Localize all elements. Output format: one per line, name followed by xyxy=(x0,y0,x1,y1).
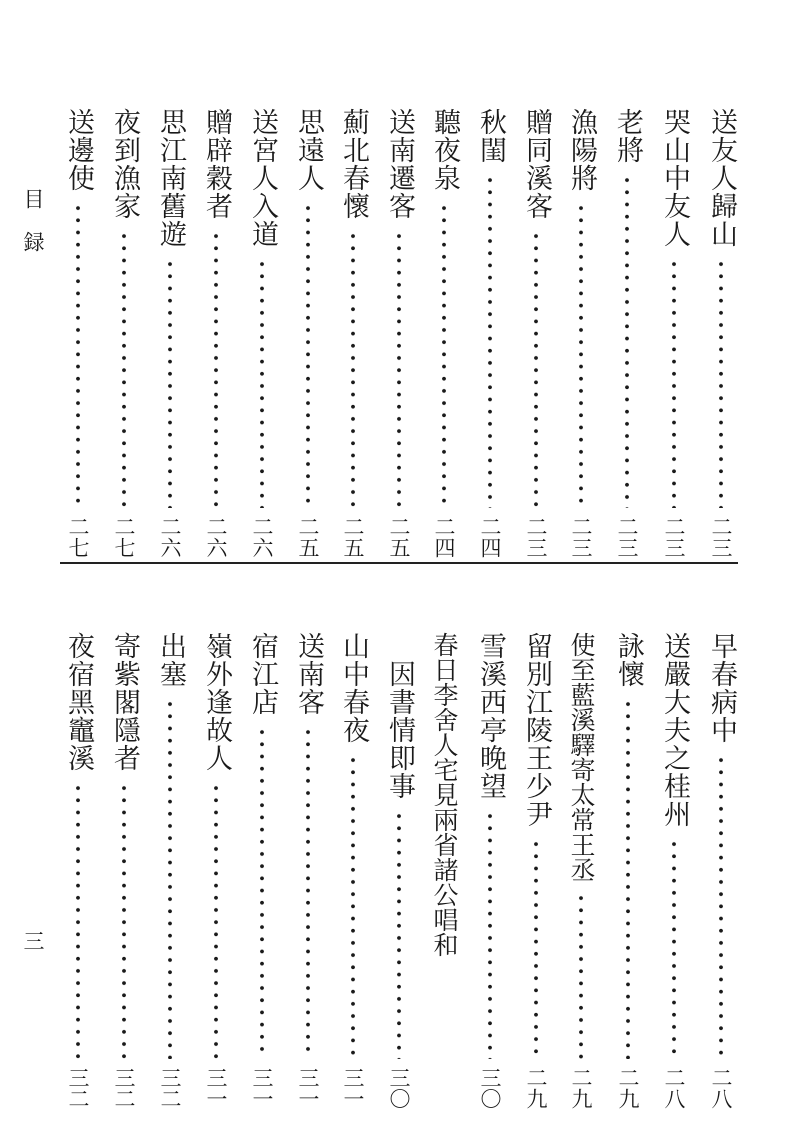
dot-leader xyxy=(718,754,724,1059)
toc-entry xyxy=(381,108,417,558)
dot-leader xyxy=(75,782,81,1059)
toc-entry-title: 山中春夜 xyxy=(338,632,369,744)
toc-entry-page: 三二 xyxy=(66,1067,90,1109)
dot-leader xyxy=(75,202,81,508)
toc-entry-title: 夜宿黑竈溪 xyxy=(63,632,94,772)
dot-leader xyxy=(533,838,539,1059)
toc-entry xyxy=(244,632,280,1109)
toc-entry xyxy=(518,632,554,1109)
toc-entry-title: 送嚴大夫之桂州 xyxy=(659,632,690,828)
toc-entry-title: 送友人歸山 xyxy=(706,108,737,248)
toc-entry-page: 二九 xyxy=(524,1067,548,1109)
toc-entry-title: 雪溪西亭晚望 xyxy=(475,632,506,800)
toc-entry-page: 二七 xyxy=(66,516,90,558)
toc-entry-page: 三一 xyxy=(250,1067,274,1109)
toc-entry-page: 三〇 xyxy=(387,1067,411,1109)
toc-entry xyxy=(152,632,188,1109)
toc-entry-title: 思江南舊遊 xyxy=(155,108,186,248)
dot-leader xyxy=(305,202,311,508)
toc-entry-page: 二五 xyxy=(387,516,411,558)
toc-entry-page: 二三 xyxy=(709,516,733,558)
toc-entry-title: 漁陽將 xyxy=(566,108,597,192)
toc-entry-page: 三〇 xyxy=(478,1067,502,1109)
toc-entry-title: 送南遷客 xyxy=(384,108,415,220)
dot-leader xyxy=(213,230,219,508)
toc-entry-page: 二六 xyxy=(204,516,228,558)
toc-entry-title: 贈辟穀者 xyxy=(201,108,232,220)
toc-entry-page: 三一 xyxy=(341,1067,365,1109)
toc-entry-title: 送邊使 xyxy=(63,108,94,192)
dot-leader xyxy=(259,726,265,1059)
toc-entry-title: 因書情即事 xyxy=(384,660,415,800)
section-label: 目録 xyxy=(21,188,45,274)
toc-entry xyxy=(335,108,371,558)
toc-entry-page: 三一 xyxy=(296,1067,320,1109)
dot-leader xyxy=(718,258,724,508)
dot-leader xyxy=(625,698,631,1059)
dot-leader xyxy=(396,230,402,508)
toc-entry-page: 二三 xyxy=(662,516,686,558)
dot-leader xyxy=(167,258,173,508)
toc-entry xyxy=(152,108,188,558)
toc-entry xyxy=(703,632,739,1109)
toc-entry-page: 二八 xyxy=(709,1067,733,1109)
dot-leader xyxy=(259,258,265,508)
toc-entry xyxy=(472,632,508,1109)
toc-entry-page: 二七 xyxy=(112,516,136,558)
toc-entry xyxy=(656,108,692,558)
dot-leader xyxy=(487,810,493,1059)
toc-entry xyxy=(106,108,142,558)
toc-entry-page: 二三 xyxy=(569,516,593,558)
toc-entry xyxy=(198,108,234,558)
toc-entry-title: 聽夜泉 xyxy=(429,108,460,192)
toc-entry-title: 嶺外逢故人 xyxy=(201,632,232,772)
dot-leader xyxy=(213,782,219,1059)
toc-entry-page: 二五 xyxy=(296,516,320,558)
toc-entry-title: 薊北春懷 xyxy=(338,108,369,220)
toc-entry-title: 秋閨 xyxy=(475,108,506,164)
toc-entry xyxy=(472,108,508,558)
toc-entry xyxy=(244,108,280,558)
toc-entry xyxy=(198,632,234,1109)
toc-entry-title: 贈同溪客 xyxy=(521,108,552,220)
toc-entry-title: 夜到漁家 xyxy=(109,108,140,220)
toc-entry-page: 二四 xyxy=(478,516,502,558)
dot-leader xyxy=(578,202,584,508)
toc-entry xyxy=(335,632,371,1109)
dot-leader xyxy=(121,782,127,1059)
toc-entry-page: 三一 xyxy=(204,1067,228,1109)
page-number: 三 xyxy=(21,930,45,951)
toc-entry xyxy=(610,632,646,1109)
toc-entry-title: 春日李舍人宅見兩省諸公唱和 xyxy=(430,632,459,957)
toc-entry xyxy=(426,108,462,558)
toc-entry-page: 二六 xyxy=(250,516,274,558)
dot-leader xyxy=(624,174,630,508)
dot-leader xyxy=(350,230,356,508)
toc-entry xyxy=(106,632,142,1109)
toc-entry-title: 出塞 xyxy=(155,632,186,688)
toc-entry-page: 二四 xyxy=(432,516,456,558)
dot-leader xyxy=(350,754,356,1059)
toc-entry-title: 使至藍溪驛寄太常王丞 xyxy=(567,632,596,882)
toc-entry-title: 思遠人 xyxy=(293,108,324,192)
toc-entry-continued xyxy=(381,660,417,1109)
toc-entry xyxy=(563,632,599,1109)
toc-entry xyxy=(60,108,96,558)
toc-entry-title: 留別江陵王少尹 xyxy=(521,632,552,828)
toc-entry-page: 二三 xyxy=(524,516,548,558)
dot-leader xyxy=(671,258,677,508)
dot-leader xyxy=(396,810,402,1059)
toc-entry xyxy=(60,632,96,1109)
toc-entry-title: 哭山中友人 xyxy=(659,108,690,248)
toc-entry-page: 二九 xyxy=(616,1067,640,1109)
toc-entry-no-leader xyxy=(426,632,462,1109)
dot-leader xyxy=(441,202,447,508)
dot-leader xyxy=(305,726,311,1059)
toc-entry-page: 二九 xyxy=(569,1067,593,1109)
dot-leader xyxy=(121,230,127,508)
toc-entry xyxy=(518,108,554,558)
toc-entry-title: 送宮人入道 xyxy=(247,108,278,248)
toc-entry xyxy=(609,108,645,558)
toc-entry-title: 寄紫閣隱者 xyxy=(109,632,140,772)
toc-entry-page: 二六 xyxy=(158,516,182,558)
toc-entry-title: 早春病中 xyxy=(706,632,737,744)
toc-entry-title: 詠懷 xyxy=(613,632,644,688)
toc-entry-page: 三二 xyxy=(158,1067,182,1109)
dot-leader xyxy=(533,230,539,508)
toc-entry xyxy=(656,632,692,1109)
toc-entry-title: 宿江店 xyxy=(247,632,278,716)
toc-entry-title: 老將 xyxy=(612,108,643,164)
toc-entry xyxy=(290,632,326,1109)
toc-entry xyxy=(290,108,326,558)
toc-entry-page: 二八 xyxy=(662,1067,686,1109)
toc-entry-page: 二五 xyxy=(341,516,365,558)
toc-entry-title: 送南客 xyxy=(293,632,324,716)
dot-leader xyxy=(578,892,584,1059)
dot-leader xyxy=(487,174,493,508)
toc-entry xyxy=(703,108,739,558)
section-divider xyxy=(60,562,738,564)
toc-entry-page: 三二 xyxy=(112,1067,136,1109)
dot-leader xyxy=(167,698,173,1059)
dot-leader xyxy=(671,838,677,1059)
toc-entry-page: 二三 xyxy=(615,516,639,558)
toc-entry xyxy=(563,108,599,558)
